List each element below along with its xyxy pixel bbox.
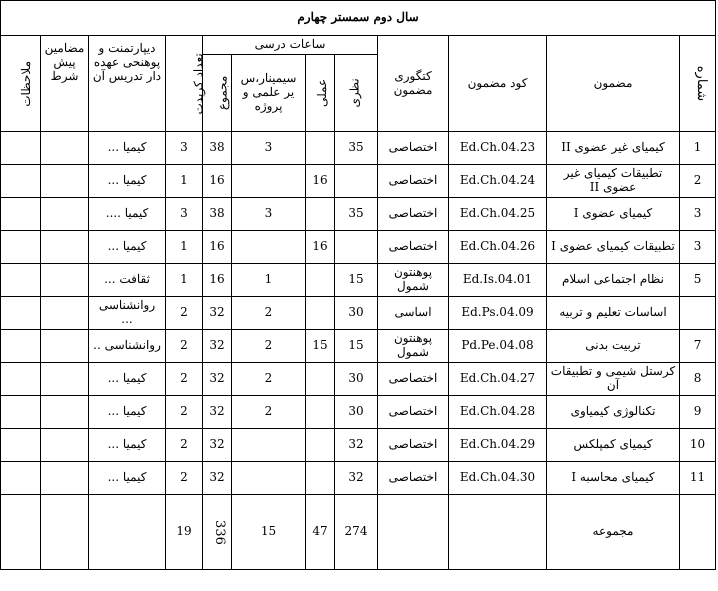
cell-code: Pd.Pe.04.08 (449, 330, 547, 363)
cell-notes (1, 462, 41, 495)
cell-prereq (41, 165, 89, 198)
cell-code: Ed.Ch.04.29 (449, 429, 547, 462)
cell-category: اختصاصی (378, 363, 449, 396)
cell-practical (306, 429, 335, 462)
cell-practical (306, 462, 335, 495)
cell-theory: 15 (335, 264, 378, 297)
cell-credits: 2 (166, 330, 203, 363)
cell-notes (1, 330, 41, 363)
cell-total: 32 (203, 396, 232, 429)
header-prereq: مضامین پیش شرط (41, 36, 89, 132)
cell-practical (306, 132, 335, 165)
cell-notes (1, 363, 41, 396)
table-row (1, 297, 716, 330)
cell-dept: روانشناسی .. (89, 330, 166, 363)
cell-prereq (41, 330, 89, 363)
cell-credits: 1 (166, 165, 203, 198)
table-row (1, 429, 716, 462)
header-code: کود مضمون (449, 36, 547, 132)
cell-dept: کیمیا ... (89, 429, 166, 462)
cell-prereq (41, 462, 89, 495)
totals-index (680, 495, 716, 570)
totals-seminar: 15 (232, 495, 306, 570)
cell-credits: 2 (166, 396, 203, 429)
cell-seminar: 1 (232, 264, 306, 297)
cell-dept: کیمیا ... (89, 396, 166, 429)
cell-practical: 16 (306, 231, 335, 264)
header-practical: عملی (306, 55, 335, 132)
cell-theory: 35 (335, 132, 378, 165)
cell-category: اختصاصی (378, 396, 449, 429)
totals-category (378, 495, 449, 570)
cell-seminar: 2 (232, 396, 306, 429)
cell-index: 2 (680, 165, 716, 198)
cell-prereq (41, 297, 89, 330)
cell-dept: کیمیا ... (89, 231, 166, 264)
cell-theory: 30 (335, 396, 378, 429)
cell-prereq (41, 132, 89, 165)
cell-total: 38 (203, 132, 232, 165)
header-dept: دیپارتمنت و پوهنحی عهده دار تدریس آن (89, 36, 166, 132)
cell-category: اختصاصی (378, 165, 449, 198)
cell-theory (335, 231, 378, 264)
cell-index: 10 (680, 429, 716, 462)
cell-subject: نظام اجتماعی اسلام (547, 264, 680, 297)
cell-total: 16 (203, 231, 232, 264)
cell-prereq (41, 396, 89, 429)
cell-subject: کیمیای عضوی I (547, 198, 680, 231)
cell-dept: کیمیا .... (89, 198, 166, 231)
table-row (1, 198, 716, 231)
cell-seminar: 2 (232, 297, 306, 330)
cell-code: Ed.Is.04.01 (449, 264, 547, 297)
header-theory: نظری (335, 55, 378, 132)
header-hours-group: ساعات درسی (203, 36, 378, 55)
cell-subject: تکنالوژی کیمیاوی (547, 396, 680, 429)
cell-total: 32 (203, 462, 232, 495)
cell-prereq (41, 264, 89, 297)
table-title: سال دوم سمستر چهارم (1, 1, 716, 36)
cell-code: Ed.Ch.04.30 (449, 462, 547, 495)
cell-theory: 30 (335, 363, 378, 396)
cell-seminar: 3 (232, 198, 306, 231)
cell-theory: 15 (335, 330, 378, 363)
cell-total: 38 (203, 198, 232, 231)
cell-notes (1, 165, 41, 198)
cell-notes (1, 297, 41, 330)
cell-notes (1, 396, 41, 429)
cell-total: 32 (203, 330, 232, 363)
cell-theory: 32 (335, 429, 378, 462)
cell-code: Ed.Ch.04.27 (449, 363, 547, 396)
cell-practical (306, 198, 335, 231)
cell-code: Ed.Ch.04.28 (449, 396, 547, 429)
header-index: شماره (680, 36, 716, 132)
cell-seminar: 2 (232, 330, 306, 363)
header-notes: ملاحظات (1, 36, 41, 132)
table-row (1, 330, 716, 363)
cell-dept: ثقافت ... (89, 264, 166, 297)
table-row (1, 396, 716, 429)
cell-credits: 2 (166, 462, 203, 495)
cell-credits: 1 (166, 231, 203, 264)
cell-credits: 3 (166, 132, 203, 165)
cell-theory: 30 (335, 297, 378, 330)
cell-total: 32 (203, 363, 232, 396)
cell-credits: 2 (166, 429, 203, 462)
cell-prereq (41, 198, 89, 231)
cell-dept: روانشناسی ... (89, 297, 166, 330)
cell-theory: 35 (335, 198, 378, 231)
cell-credits: 1 (166, 264, 203, 297)
cell-total: 32 (203, 429, 232, 462)
header-category: کتگوری مضمون (378, 36, 449, 132)
cell-total: 32 (203, 297, 232, 330)
cell-dept: کیمیا ... (89, 132, 166, 165)
cell-seminar (232, 429, 306, 462)
cell-index: 3 (680, 198, 716, 231)
cell-credits: 2 (166, 363, 203, 396)
totals-theory: 274 (335, 495, 378, 570)
cell-index: 11 (680, 462, 716, 495)
cell-subject: کرستل شیمی و تطبیقات آن (547, 363, 680, 396)
table-row (1, 264, 716, 297)
cell-category: اختصاصی (378, 132, 449, 165)
cell-category: اساسی (378, 297, 449, 330)
cell-code: Ed.Ch.04.26 (449, 231, 547, 264)
cell-seminar: 2 (232, 363, 306, 396)
cell-prereq (41, 231, 89, 264)
cell-notes (1, 231, 41, 264)
cell-seminar (232, 462, 306, 495)
header-total: مجموع (203, 55, 232, 132)
cell-practical: 16 (306, 165, 335, 198)
cell-subject: تطبیقات کیمیای غیر عضوی II (547, 165, 680, 198)
table-row (1, 165, 716, 198)
cell-code: Ed.Ch.04.23 (449, 132, 547, 165)
table-row (1, 363, 716, 396)
totals-credits: 19 (166, 495, 203, 570)
cell-notes (1, 198, 41, 231)
cell-subject: کیمیای محاسبه I (547, 462, 680, 495)
cell-credits: 3 (166, 198, 203, 231)
totals-code (449, 495, 547, 570)
cell-credits: 2 (166, 297, 203, 330)
header-subject: مضمون (547, 36, 680, 132)
cell-notes (1, 429, 41, 462)
header-seminar: سیمینار،س یر علمی و پروژه (232, 55, 306, 132)
header-credits: تعداد کریدت (166, 36, 203, 132)
cell-seminar (232, 165, 306, 198)
cell-theory (335, 165, 378, 198)
cell-category: پوهنتون شمول (378, 264, 449, 297)
cell-subject: تربیت بدنی (547, 330, 680, 363)
cell-index: 7 (680, 330, 716, 363)
cell-notes (1, 264, 41, 297)
cell-total: 16 (203, 264, 232, 297)
cell-subject: کیمیای غیر عضوی II (547, 132, 680, 165)
cell-seminar (232, 231, 306, 264)
totals-label: مجموعه (547, 495, 680, 570)
cell-index: 1 (680, 132, 716, 165)
cell-subject: اساسات تعلیم و تربیه (547, 297, 680, 330)
table-row (1, 231, 716, 264)
cell-subject: تطبیقات کیمیای عضوی I (547, 231, 680, 264)
cell-category: اختصاصی (378, 429, 449, 462)
totals-total: 336 (203, 495, 232, 570)
totals-prereq (41, 495, 89, 570)
table-row (1, 132, 716, 165)
cell-theory: 32 (335, 462, 378, 495)
cell-practical (306, 396, 335, 429)
cell-practical (306, 264, 335, 297)
cell-code: Ed.Ch.04.25 (449, 198, 547, 231)
cell-index: 8 (680, 363, 716, 396)
cell-category: اختصاصی (378, 462, 449, 495)
cell-index: 9 (680, 396, 716, 429)
cell-index: 3 (680, 231, 716, 264)
cell-category: اختصاصی (378, 231, 449, 264)
cell-dept: کیمیا ... (89, 363, 166, 396)
totals-dept (89, 495, 166, 570)
cell-practical (306, 297, 335, 330)
cell-dept: کیمیا ... (89, 165, 166, 198)
cell-prereq (41, 363, 89, 396)
cell-practical: 15 (306, 330, 335, 363)
cell-code: Ed.Ch.04.24 (449, 165, 547, 198)
totals-practical: 47 (306, 495, 335, 570)
cell-subject: کیمیای کمپلکس (547, 429, 680, 462)
totals-notes (1, 495, 41, 570)
cell-index: 5 (680, 264, 716, 297)
cell-index (680, 297, 716, 330)
cell-category: اختصاصی (378, 198, 449, 231)
cell-code: Ed.Ps.04.09 (449, 297, 547, 330)
cell-dept: کیمیا ... (89, 462, 166, 495)
cell-prereq (41, 429, 89, 462)
course-rows (1, 132, 716, 495)
cell-notes (1, 132, 41, 165)
cell-seminar: 3 (232, 132, 306, 165)
cell-practical (306, 363, 335, 396)
table-row (1, 462, 716, 495)
cell-total: 16 (203, 165, 232, 198)
cell-category: پوهنتون شمول (378, 330, 449, 363)
totals-row (1, 495, 716, 570)
